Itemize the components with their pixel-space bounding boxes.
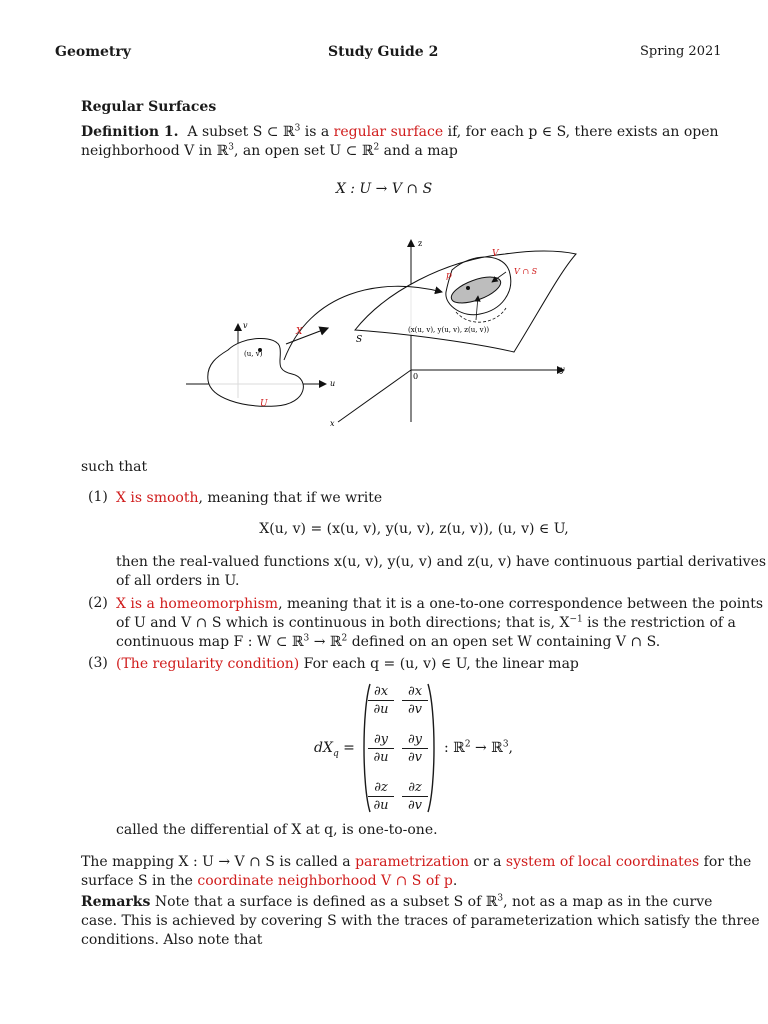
map-text: → ℝ	[470, 740, 503, 756]
matrix-entry: ∂z ∂u	[368, 780, 394, 813]
para-text: , not as a map as in the curve	[503, 894, 713, 910]
item-text: of all orders in U.	[116, 573, 240, 589]
label-V: V	[492, 249, 499, 259]
definition-text: if, for each p ∈ S, there exists an open	[443, 124, 719, 140]
term-smooth: X is smooth	[116, 490, 199, 506]
label-z: z	[418, 239, 423, 248]
item-text: → ℝ	[309, 634, 342, 650]
item-number: (3)	[88, 655, 108, 671]
superscript: 3	[228, 142, 235, 153]
matrix-entry: ∂z ∂v	[402, 780, 428, 813]
definition-paragraph	[81, 123, 719, 161]
item-text: , meaning that if we write	[198, 490, 383, 506]
dx-label: dX	[314, 740, 333, 756]
label-x: x	[330, 419, 335, 428]
item-text: defined on an open set W containing V ∩ S.	[347, 634, 661, 650]
matrix-entry: ∂x ∂u	[368, 684, 394, 717]
label-S: S	[356, 335, 363, 345]
parametrization-paragraph	[81, 853, 752, 891]
section-title: Regular Surfaces	[81, 99, 217, 115]
differential-symbol	[314, 740, 355, 759]
label-xyz: (x(u, v), y(u, v), z(u, v))	[408, 326, 490, 334]
item-1	[116, 489, 713, 508]
para-text: Note that a surface is defined as a subset S of ℝ	[150, 894, 498, 910]
superscript: 3	[294, 123, 301, 134]
superscript: 3	[502, 739, 509, 750]
superscript: 2	[373, 142, 380, 153]
item-1-continued	[116, 553, 767, 591]
item-text: then the real-valued functions x(u, v), y(u, v) and z(u, v) have continuous partial derivatives	[116, 554, 767, 570]
term-coordinate-neighborhood: coordinate neighborhood V ∩ S of p	[197, 873, 453, 889]
superscript: −1	[569, 614, 583, 625]
term-regular-surface: regular surface	[333, 124, 444, 140]
label-v-axis: v	[243, 321, 248, 330]
x-axis	[338, 370, 411, 422]
matrix-entry: ∂y ∂u	[368, 732, 394, 765]
definition-label: Definition 1.	[81, 124, 179, 140]
para-text: or a	[469, 854, 506, 870]
label-X: X	[296, 327, 303, 337]
label-y: y	[560, 365, 565, 374]
item-number: (2)	[88, 595, 108, 611]
item-text: of U and V ∩ S which is continuous in both directions; that is, X	[116, 615, 570, 631]
term-homeomorphism: X is a homeomorphism	[116, 596, 279, 612]
definition-text: and a map	[379, 143, 458, 159]
definition-text: , an open set U ⊂ ℝ	[234, 143, 374, 159]
subscript: q	[332, 748, 339, 759]
label-U: U	[260, 399, 268, 409]
definition-text: A subset S ⊂ ℝ	[187, 124, 295, 140]
para-text: conditions. Also note that	[81, 932, 263, 948]
matrix-entry: ∂x ∂v	[402, 684, 428, 717]
item-text: is the restriction of a	[582, 615, 736, 631]
equals-sign: =	[338, 740, 355, 756]
display-map: X : U → V ∩ S	[335, 181, 433, 197]
map-text: : ℝ	[444, 740, 465, 756]
header-term: Spring 2021	[640, 44, 722, 59]
superscript: 3	[497, 893, 504, 904]
para-text: for the	[699, 854, 752, 870]
superscript: 3	[303, 633, 310, 644]
definition-text: is a	[300, 124, 334, 140]
map-codomain	[444, 740, 513, 756]
para-text: surface S in the	[81, 873, 198, 889]
term-parametrization: parametrization	[355, 854, 470, 870]
header-subject: Geometry	[55, 44, 131, 60]
label-uv: (u, v)	[244, 350, 263, 358]
remarks-label: Remarks	[81, 894, 151, 910]
item-text: For each q = (u, v) ∈ U, the linear map	[299, 656, 579, 672]
label-V-intersect-S: V ∩ S	[514, 267, 538, 276]
item-3-conclusion: called the differential of X at q, is one-to-one.	[116, 822, 438, 838]
matrix-entry: ∂y ∂v	[402, 732, 428, 765]
para-text: The mapping X : U → V ∩ S is called a	[81, 854, 356, 870]
jacobian-matrix	[360, 680, 430, 816]
label-p: p	[446, 271, 452, 281]
label-u-axis: u	[330, 379, 336, 388]
item-number: (1)	[88, 489, 108, 505]
term-local-coordinates: system of local coordinates	[505, 854, 700, 870]
para-text: case. This is achieved by covering S with the traces of parameterization which satisfy the three	[81, 913, 760, 929]
header-title: Study Guide 2	[328, 44, 439, 60]
item-3	[116, 655, 713, 674]
display-coordinates: X(u, v) = (x(u, v), y(u, v), z(u, v)), (u, v) ∈ U,	[259, 521, 569, 537]
such-that: such that	[81, 459, 148, 475]
term-regularity-condition: (The regularity condition)	[116, 656, 300, 672]
superscript: 2	[341, 633, 348, 644]
remarks-paragraph	[81, 893, 760, 950]
definition-text: neighborhood V in ℝ	[81, 143, 229, 159]
item-text: , meaning that it is a one-to-one correspondence between the points	[278, 596, 764, 612]
item-text: continuous map F : W ⊂ ℝ	[116, 634, 304, 650]
surface-parametrization-figure	[180, 232, 590, 432]
map-text: ,	[508, 740, 513, 756]
para-text: .	[452, 873, 458, 889]
point-p	[466, 286, 470, 290]
item-2	[116, 595, 764, 652]
superscript: 2	[464, 739, 471, 750]
label-origin: 0	[413, 372, 419, 381]
